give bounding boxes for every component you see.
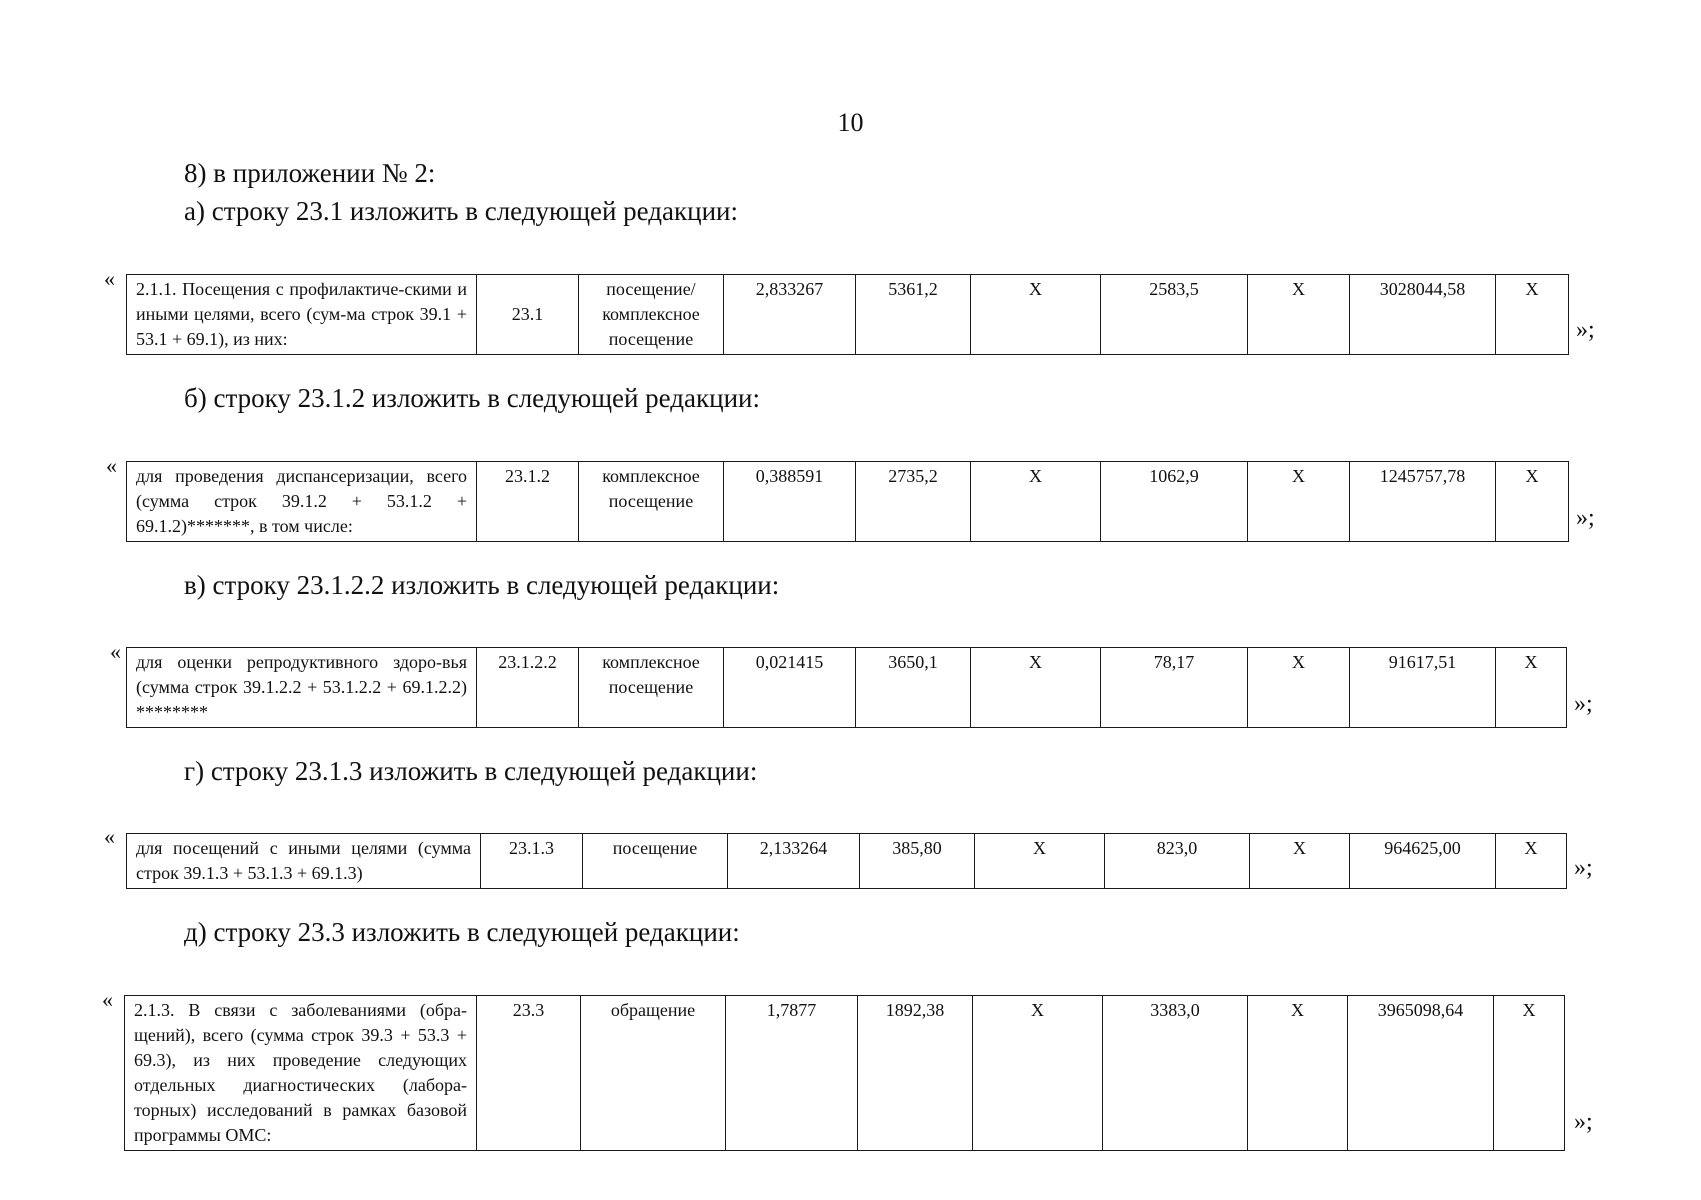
oms-total-cell: 3028044,58 <box>1350 275 1496 355</box>
section-a-heading: а) строку 23.1 изложить в следующей редакции: <box>184 196 738 226</box>
section-d-heading: г) строку 23.1.3 изложить в следующей редакции: <box>184 756 758 786</box>
table-row <box>127 834 1567 889</box>
budget-total-cell: X <box>1248 275 1350 355</box>
amended-row-table <box>126 647 1567 728</box>
open-quote: « <box>104 266 115 291</box>
share-cell: X <box>1496 275 1569 355</box>
share-cell: X <box>1496 648 1567 728</box>
budget-total-cell: X <box>1250 834 1350 889</box>
page-number: 10 <box>837 108 864 137</box>
row-number-cell: 23.1.2 <box>477 462 579 542</box>
row-number-cell: 23.1.3 <box>481 834 583 889</box>
cost-norm-cell: 5361,2 <box>856 275 971 355</box>
oms-per-capita-cell: 2583,5 <box>1101 275 1248 355</box>
cost-norm-cell: 1892,38 <box>858 996 973 1151</box>
share-cell: X <box>1496 462 1569 542</box>
close-quote: »; <box>1574 855 1593 881</box>
share-cell: X <box>1496 834 1567 889</box>
oms-per-capita-cell: 1062,9 <box>1101 462 1248 542</box>
unit-cell: посещение <box>583 834 728 889</box>
close-quote: »; <box>1576 505 1595 531</box>
row-name-cell: 2.1.3. В связи с заболеваниями (обра-щений), всего (сумма строк 39.3 + 53.3 + 69.3), из них проведение следующих отдельных диагностических (лабора-торных) исследований в рамках базовой программы ОМС: <box>125 996 477 1151</box>
oms-per-capita-cell: 78,17 <box>1101 648 1248 728</box>
budget-per-capita-cell: X <box>971 275 1101 355</box>
volume-norm-cell: 2,133264 <box>728 834 860 889</box>
row-name-cell: для посещений с иными целями (сумма строк 39.1.3 + 53.1.3 + 69.1.3) <box>127 834 481 889</box>
budget-per-capita-cell: X <box>971 462 1101 542</box>
row-number-cell: 23.1.2.2 <box>477 648 579 728</box>
oms-total-cell: 91617,51 <box>1350 648 1496 728</box>
amendment-item-8: 8) в приложении № 2: <box>184 158 436 188</box>
table-row <box>127 648 1567 728</box>
table-row <box>127 462 1569 542</box>
row-number-cell: 23.1 <box>477 275 579 355</box>
row-name-cell: для оценки репродуктивного здоро-вья (сумма строк 39.1.2.2 + 53.1.2.2 + 69.1.2.2) ******** <box>127 648 477 728</box>
unit-cell: комплексное посещение <box>579 648 724 728</box>
section-c-heading: в) строку 23.1.2.2 изложить в следующей редакции: <box>184 570 780 600</box>
oms-total-cell: 964625,00 <box>1350 834 1496 889</box>
close-quote: »; <box>1576 317 1595 343</box>
unit-cell: обращение <box>581 996 726 1151</box>
volume-norm-cell: 0,021415 <box>724 648 856 728</box>
cost-norm-cell: 385,80 <box>860 834 975 889</box>
section-b-heading: б) строку 23.1.2 изложить в следующей редакции: <box>184 383 760 413</box>
row-number-cell: 23.3 <box>477 996 581 1151</box>
amended-row-table <box>126 461 1569 542</box>
volume-norm-cell: 2,833267 <box>724 275 856 355</box>
volume-norm-cell: 0,388591 <box>724 462 856 542</box>
unit-cell: комплексное посещение <box>579 462 724 542</box>
oms-total-cell: 3965098,64 <box>1348 996 1494 1151</box>
open-quote: « <box>102 987 113 1012</box>
section-e-heading: д) строку 23.3 изложить в следующей редакции: <box>184 917 740 947</box>
cost-norm-cell: 3650,1 <box>856 648 971 728</box>
amended-row-table <box>126 274 1569 355</box>
volume-norm-cell: 1,7877 <box>726 996 858 1151</box>
budget-per-capita-cell: X <box>975 834 1105 889</box>
row-name-cell: 2.1.1. Посещения с профилактиче-скими и иными целями, всего (сум-ма строк 39.1 + 53.1 + 69.1), из них: <box>127 275 477 355</box>
budget-total-cell: X <box>1248 462 1350 542</box>
oms-total-cell: 1245757,78 <box>1350 462 1496 542</box>
close-quote: »; <box>1574 691 1593 717</box>
open-quote: « <box>106 453 117 478</box>
oms-per-capita-cell: 3383,0 <box>1103 996 1248 1151</box>
amended-row-table <box>124 995 1565 1151</box>
budget-total-cell: X <box>1248 648 1350 728</box>
open-quote: « <box>110 639 121 664</box>
table-row <box>127 275 1569 355</box>
budget-total-cell: X <box>1248 996 1348 1151</box>
close-quote: »; <box>1574 1109 1593 1135</box>
share-cell: X <box>1494 996 1565 1151</box>
unit-cell: посещение/ комплексное посещение <box>579 275 724 355</box>
oms-per-capita-cell: 823,0 <box>1105 834 1250 889</box>
amended-row-table <box>126 833 1567 889</box>
cost-norm-cell: 2735,2 <box>856 462 971 542</box>
budget-per-capita-cell: X <box>973 996 1103 1151</box>
budget-per-capita-cell: X <box>971 648 1101 728</box>
table-row <box>125 996 1565 1151</box>
row-name-cell: для проведения диспансеризации, всего (сумма строк 39.1.2 + 53.1.2 + 69.1.2)*******, в том числе: <box>127 462 477 542</box>
open-quote: « <box>104 824 115 849</box>
